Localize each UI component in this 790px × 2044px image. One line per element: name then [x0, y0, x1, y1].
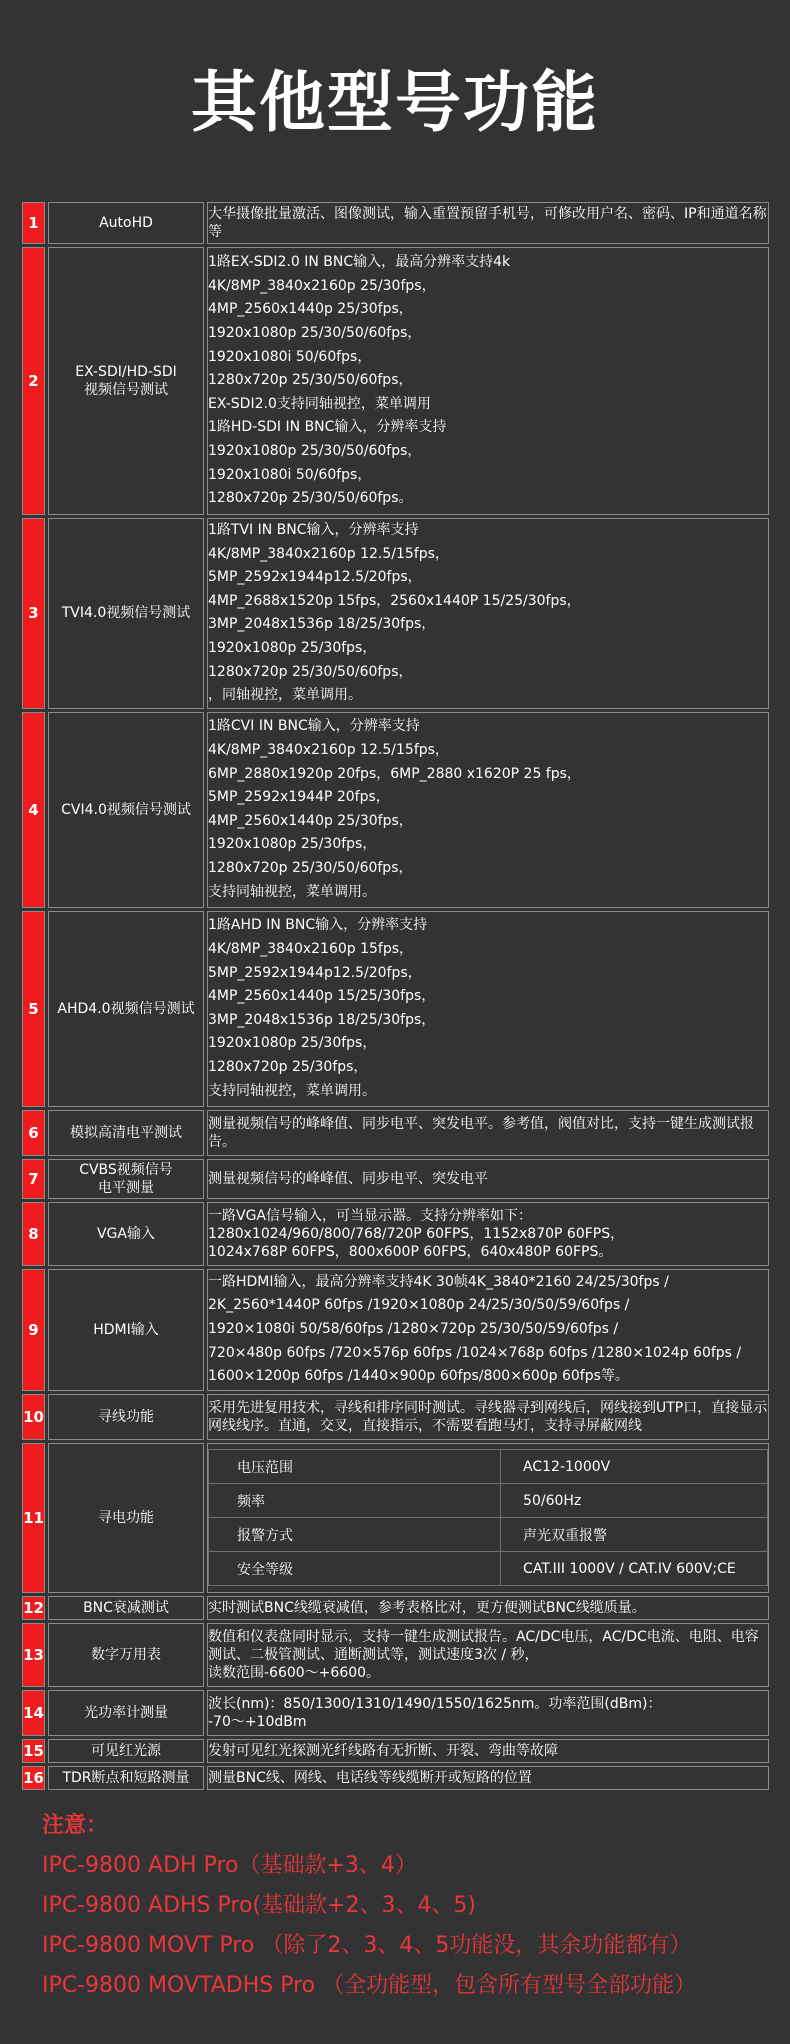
feature-name — [48, 1739, 204, 1763]
feature-name-line: 模拟高清电平测试 — [70, 1124, 182, 1141]
sub-spec-row — [209, 1484, 768, 1518]
description-text: 采用先进复用技术，寻线和排序同时测试。寻线器寻到网线后，网线接到UTP口，直接显示网线线序。直通，交叉，直接指示，不需要看跑马灯，支持寻屏蔽网线 — [208, 1399, 768, 1434]
feature-row — [22, 1690, 769, 1736]
feature-description — [207, 1202, 769, 1266]
description-text: 波长(nm)：850/1300/1310/1490/1550/1625nm。功率范围(dBm)： — [208, 1695, 662, 1712]
spec-line: 720×480p 60fps /720×576p 60fps /1024×768p 60fps /1280×1024p 60fps / — [208, 1344, 742, 1361]
sub-spec-row — [209, 1552, 768, 1586]
description-text: 一路VGA信号输入，可当显示器。支持分辨率如下： — [208, 1207, 533, 1224]
feature-description — [207, 518, 769, 709]
feature-number: 9 — [22, 1269, 45, 1391]
spec-line: 1920x1080p 25/30/50/60fps， — [208, 442, 422, 459]
sub-spec-table — [208, 1449, 768, 1586]
feature-row — [22, 1202, 769, 1266]
feature-description — [207, 1159, 769, 1199]
spec-line: 支持同轴视控，菜单调用。 — [208, 883, 376, 900]
sub-spec-label: 电压范围 — [209, 1450, 501, 1484]
sub-spec-value: AC12-1000V — [501, 1450, 768, 1484]
feature-number: 16 — [22, 1766, 45, 1790]
feature-description — [207, 1110, 769, 1156]
feature-row — [22, 1269, 769, 1391]
sub-spec-label: 报警方式 — [209, 1518, 501, 1552]
feature-name-line: CVI4.0视频信号测试 — [61, 801, 191, 818]
description-text: 数值和仪表盘同时显示，支持一键生成测试报告。AC/DC电压，AC/DC电流、电阻、电容测试、二极管测试、通断测试等，测试速度3次 / 秒， — [208, 1628, 759, 1663]
spec-line: 1920x1080i 50/60fps， — [208, 466, 372, 483]
feature-description — [207, 1623, 769, 1687]
feature-name — [48, 911, 204, 1107]
feature-name-line: AHD4.0视频信号测试 — [57, 1000, 195, 1017]
feature-number: 7 — [22, 1159, 45, 1199]
feature-description — [207, 202, 769, 244]
feature-name-line: 光功率计测量 — [84, 1704, 168, 1721]
feature-name-line: 视频信号测试 — [84, 382, 168, 398]
feature-number: 1 — [22, 202, 45, 244]
note-line: IPC-9800 MOVT Pro （除了2、3、4、5功能没，其余功能都有） — [42, 1933, 692, 1958]
feature-name-line: VGA输入 — [96, 1225, 155, 1242]
feature-description — [207, 712, 769, 908]
feature-row — [22, 202, 769, 244]
spec-line: 4MP_2688x1520p 15fps，2560x1440P 15/25/30fps， — [208, 592, 581, 609]
sub-spec-row — [209, 1450, 768, 1484]
spec-line: 3MP_2048x1536p 18/25/30fps， — [208, 1011, 436, 1028]
feature-row — [22, 518, 769, 709]
spec-line: 1920x1080p 25/30fps， — [208, 836, 377, 853]
feature-row — [22, 1766, 769, 1790]
sub-spec-value: CAT.III 1000V / CAT.IV 600V;CE — [501, 1552, 768, 1586]
feature-number: 14 — [22, 1690, 45, 1736]
feature-row — [22, 1739, 769, 1763]
feature-name — [48, 1766, 204, 1790]
feature-row — [22, 1159, 769, 1199]
spec-line: 4MP_2560x1440p 25/30fps， — [208, 301, 413, 318]
spec-line: 4MP_2560x1440p 15/25/30fps， — [208, 988, 436, 1005]
feature-name-line: HDMI输入 — [93, 1321, 159, 1338]
spec-line: 1920x1080p 25/30fps， — [208, 639, 377, 656]
feature-name-line: 寻线功能 — [98, 1408, 154, 1425]
spec-line: 1280x720p 25/30/50/60fps， — [208, 663, 413, 680]
feature-row — [22, 911, 769, 1107]
feature-number: 5 — [22, 911, 45, 1107]
notes-heading: 注意： — [42, 1813, 109, 1838]
feature-row — [22, 712, 769, 908]
feature-name — [48, 1202, 204, 1266]
feature-number: 13 — [22, 1623, 45, 1687]
feature-name-line: TDR断点和短路测量 — [62, 1769, 190, 1786]
feature-name-line: 电平测量 — [98, 1179, 154, 1196]
feature-name-line: 寻电功能 — [98, 1509, 154, 1526]
feature-name — [48, 1623, 204, 1687]
feature-name-line: BNC衰减测试 — [83, 1599, 169, 1616]
feature-description — [207, 911, 769, 1107]
feature-name — [48, 1269, 204, 1391]
feature-name-line: CVBS视频信号 — [79, 1161, 173, 1178]
feature-name — [48, 247, 204, 515]
spec-line: 4K/8MP_3840x2160p 15fps， — [208, 940, 414, 957]
description-text: 发射可见红光探测光纤线路有无折断、开裂、弯曲等故障 — [208, 1742, 558, 1759]
spec-line: 1路HD-SDI IN BNC输入，分辨率支持 — [208, 419, 447, 436]
spec-line: 1920x1080p 25/30/50/60fps， — [208, 325, 422, 342]
spec-line: 1路CVI IN BNC输入，分辨率支持 — [208, 718, 420, 735]
spec-line: 5MP_2592x1944P 20fps， — [208, 789, 390, 806]
feature-number: 15 — [22, 1739, 45, 1763]
feature-description — [207, 1739, 769, 1763]
spec-line: 1920x1080i 50/60fps， — [208, 348, 372, 365]
feature-name-line: 数字万用表 — [91, 1646, 161, 1663]
spec-line: 3MP_2048x1536p 18/25/30fps， — [208, 616, 436, 633]
feature-row — [22, 1596, 769, 1620]
feature-number: 11 — [22, 1443, 45, 1593]
spec-line: 4K/8MP_3840x2160p 12.5/15fps， — [208, 741, 449, 758]
feature-name — [48, 1394, 204, 1440]
feature-name — [48, 1443, 204, 1593]
sub-spec-value: 50/60Hz — [501, 1484, 768, 1518]
spec-line: 1路TVI IN BNC输入，分辨率支持 — [208, 522, 419, 538]
spec-line: 1280x720p 25/30fps， — [208, 1058, 368, 1075]
spec-line: 1路EX-SDI2.0 IN BNC输入，最高分辨率支持4k — [208, 254, 511, 271]
description-text: 测量BNC线、网线、电话线等线缆断开或短路的位置 — [208, 1769, 532, 1786]
feature-description — [207, 1269, 769, 1391]
spec-line: 4MP_2560x1440p 25/30fps， — [208, 812, 413, 829]
description-text: 读数范围-6600～+6600。 — [208, 1664, 381, 1681]
feature-number: 10 — [22, 1394, 45, 1440]
feature-name-line: AutoHD — [99, 215, 153, 231]
feature-row — [22, 1110, 769, 1156]
feature-row — [22, 1623, 769, 1687]
spec-line: 5MP_2592x1944p12.5/20fps， — [208, 964, 422, 981]
spec-line: 1600×1200p 60fps /1440×900p 60fps/800×600p 60fps等。 — [208, 1368, 629, 1385]
sub-spec-row — [209, 1518, 768, 1552]
feature-row — [22, 1394, 769, 1440]
description-text: 测量视频信号的峰峰值、同步电平、突发电平。参考值，阀值对比，支持一键生成测试报告。 — [208, 1115, 754, 1150]
feature-name — [48, 1596, 204, 1620]
feature-name — [48, 202, 204, 244]
spec-line: 6MP_2880x1920p 20fps，6MP_2880 x1620P 25 fps， — [208, 765, 581, 782]
page-title: 其他型号功能 — [191, 64, 599, 141]
sub-spec-label: 安全等级 — [209, 1552, 501, 1586]
description-text: 大华摄像批量激活、图像测试，输入重置预留手机号，可修改用户名、密码、IP和通道名称等 — [208, 206, 767, 240]
feature-name-line: 可见红光源 — [91, 1742, 161, 1759]
spec-line: 5MP_2592x1944p12.5/20fps， — [208, 569, 422, 586]
spec-line: 4K/8MP_3840x2160p 12.5/15fps， — [208, 545, 449, 562]
sub-spec-value: 声光双重报警 — [501, 1518, 768, 1552]
spec-line: 2K_2560*1440P 60fps /1920×1080p 24/25/30/50/59/60fps / — [208, 1297, 630, 1314]
description-text: 实时测试BNC线缆衰减值，参考表格比对，更方便测试BNC线缆质量。 — [208, 1599, 646, 1616]
description-text: 1024x768P 60FPS，800x600P 60FPS，640x480P 60FPS。 — [208, 1243, 613, 1260]
feature-row — [22, 247, 769, 515]
spec-line: ，同轴视控，菜单调用。 — [208, 687, 362, 704]
feature-description — [207, 1443, 769, 1593]
feature-number: 3 — [22, 518, 45, 709]
note-line: IPC-9800 ADHS Pro(基础款+2、3、4、5) — [42, 1893, 477, 1918]
sub-spec-label: 频率 — [209, 1484, 501, 1518]
spec-line: 1920x1080p 25/30fps， — [208, 1035, 377, 1052]
feature-name — [48, 712, 204, 908]
feature-description — [207, 247, 769, 515]
note-line: IPC-9800 MOVTADHS Pro （全功能型，包含所有型号全部功能） — [42, 1973, 697, 1998]
feature-name — [48, 1110, 204, 1156]
feature-name-line: EX-SDI/HD-SDI — [75, 364, 177, 380]
note-line: IPC-9800 ADH Pro（基础款+3、4） — [42, 1853, 417, 1878]
spec-line: 1280x720p 25/30/50/60fps。 — [208, 490, 413, 507]
feature-description — [207, 1394, 769, 1440]
spec-line: 1280x720p 25/30/50/60fps， — [208, 372, 413, 389]
feature-description — [207, 1690, 769, 1736]
description-text: -70～+10dBm — [208, 1713, 307, 1730]
feature-number: 4 — [22, 712, 45, 908]
description-text: 测量视频信号的峰峰值、同步电平、突发电平 — [208, 1170, 488, 1187]
feature-row — [22, 1443, 769, 1593]
feature-number: 2 — [22, 247, 45, 515]
feature-name — [48, 1690, 204, 1736]
feature-name-line: TVI4.0视频信号测试 — [61, 605, 191, 622]
spec-line: EX-SDI2.0支持同轴视控，菜单调用 — [208, 395, 431, 412]
spec-line: 1280x720p 25/30/50/60fps， — [208, 859, 413, 876]
feature-name — [48, 1159, 204, 1199]
feature-number: 8 — [22, 1202, 45, 1266]
feature-name — [48, 518, 204, 709]
description-text: 1280x1024/960/800/768/720P 60FPS，1152x870P 60FPS， — [208, 1225, 625, 1242]
spec-line: 1920×1080i 50/58/60fps /1280×720p 25/30/50/59/60fps / — [208, 1320, 619, 1337]
spec-line: 4K/8MP_3840x2160p 25/30fps， — [208, 277, 436, 294]
spec-line: 1路AHD IN BNC输入，分辨率支持 — [208, 917, 428, 934]
feature-description — [207, 1766, 769, 1790]
spec-line: 支持同轴视控，菜单调用。 — [208, 1082, 376, 1099]
model-notes — [42, 1806, 696, 2006]
feature-number: 6 — [22, 1110, 45, 1156]
feature-table — [19, 199, 772, 1793]
feature-description — [207, 1596, 769, 1620]
spec-line: 一路HDMI输入，最高分辨率支持4K 30帧4K_3840*2160 24/25/30fps / — [208, 1273, 669, 1290]
feature-number: 12 — [22, 1596, 45, 1620]
